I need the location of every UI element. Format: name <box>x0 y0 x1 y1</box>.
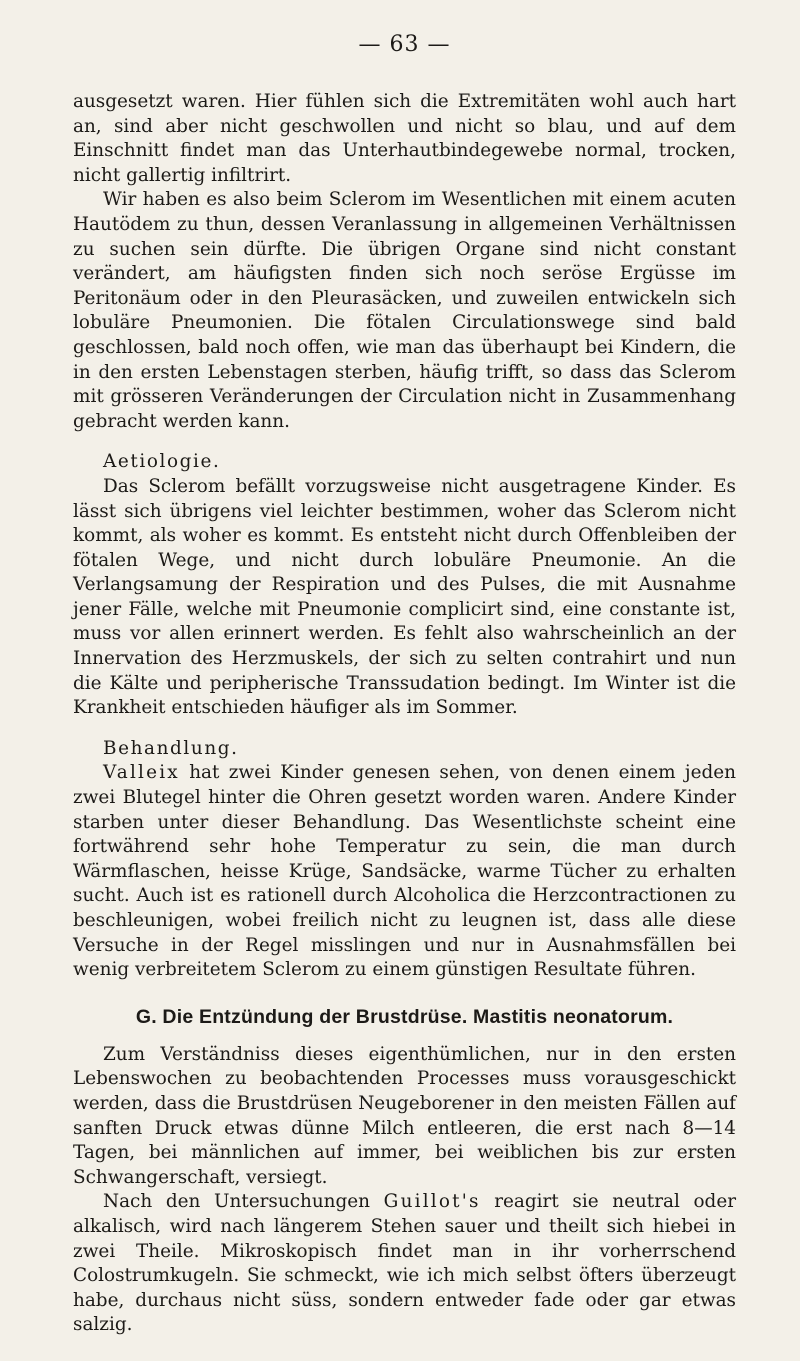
paragraph-6 <box>73 1190 736 1338</box>
paragraph-3: Das Sclerom befällt vorzugsweise nicht ausgetragene Kinder. Es lässt sich übrigens viel leichter bestimmen, woher das Sclerom nicht kommt, als woher es kommt. Es entsteht nicht durch Offenbleiben der fötalen Wege, und nicht durch lobuläre Pneumonie. An die Verlangsamung der Respiration und des Pulses, die mit Ausnahme jener Fälle, welche mit Pneumonie complicirt sind, eine constante ist, muss vor allen erinnert werden. Es fehlt also wahrscheinlich an der Innervation des Herzmuskels, der sich zu selten contrahirt und nun die Kälte und peripherische Transsudation bedingt. Im Winter ist die Krankheit entschieden häufiger als im Sommer. <box>73 475 736 719</box>
paragraph-1: ausgesetzt waren. Hier fühlen sich die Extremitäten wohl auch hart an, sind aber nicht geschwollen und nicht so blau, und auf dem Einschnitt findet man das Unterhautbindegewebe normal, trocken, nicht gallertig infiltrirt. <box>73 91 736 186</box>
paragraph-6-text: reagirt sie neutral oder alkalisch, wird nach längerem Stehen sauer und theilt sich hiebei in zwei Theile. Mikroskopisch findet man in ihr vorherrschend Colostrumkugeln. Sie schmeckt, wie ich mich selbst öfters überzeugt habe, durchaus nicht süss, sondern entweder fade oder gar etwas salzig. <box>73 1191 736 1336</box>
paragraph-4 <box>73 761 736 982</box>
paragraph-6-lead: Nach den Untersuchungen <box>103 1191 384 1213</box>
author-name-valleix: Valleix <box>103 762 180 784</box>
section-title: G. Die Entzündung der Brustdrüse. Mastitis neonatorum. <box>135 1005 674 1028</box>
subheading-behandlung: Behandlung. <box>103 737 239 759</box>
subheading-aetiologie: Aetiologie. <box>103 451 221 473</box>
author-name-guillot: Guillot's <box>383 1191 481 1213</box>
paragraph-4-text: hat zwei Kinder genesen sehen, von denen einem jeden zwei Blutegel hinter die Ohren gesetzt worden waren. Andere Kinder starben unter dieser Behandlung. Das Wesentlichste scheint eine fortwährend sehr hohe Temperatur zu sein, die man durch Wärmflaschen, heisse Krüge, Sandsäcke, warme Tücher zu erhalten sucht. Auch ist es rationell durch Alcoholica die Herzcontractionen zu beschleunigen, wobei freilich nicht zu leugnen ist, dass alle diese Versuche in der Regel misslingen und nur in Ausnahmsfällen bei wenig verbreitetem Sclerom zu einem günstigen Resultate führen. <box>73 762 736 981</box>
page-number: — 63 — <box>358 32 451 57</box>
paragraph-2: Wir haben es also beim Sclerom im Wesentlichen mit einem acuten Hautödem zu thun, dessen Veranlassung in allgemeinen Verhältnissen zu suchen sein dürfte. Die übrigen Organe sind nicht constant verändert, am häufigsten finden sich noch seröse Ergüsse im Peritonäum oder in den Pleurasäcken, und zuweilen entwickeln sich lobuläre Pneumonien. Die fötalen Circulationswege sind bald geschlossen, bald noch offen, wie man das überhaupt bei Kindern, die in den ersten Lebenstagen sterben, häufig trifft, so dass das Sclerom mit grösseren Veränderungen der Circulation nicht in Zusammenhang gebracht werden kann. <box>73 189 736 432</box>
paragraph-5: Zum Verständniss dieses eigenthümlichen, nur in den ersten Lebenswochen zu beobachtenden Processes muss vorausgeschickt werden, dass die Brustdrüsen Neugeborener in den meisten Fällen auf sanften Druck etwas dünne Milch entleeren, die erst nach 8—14 Tagen, bei männlichen auf immer, bei weiblichen bis zur ersten Schwangerschaft, versiegt. <box>73 1043 736 1188</box>
